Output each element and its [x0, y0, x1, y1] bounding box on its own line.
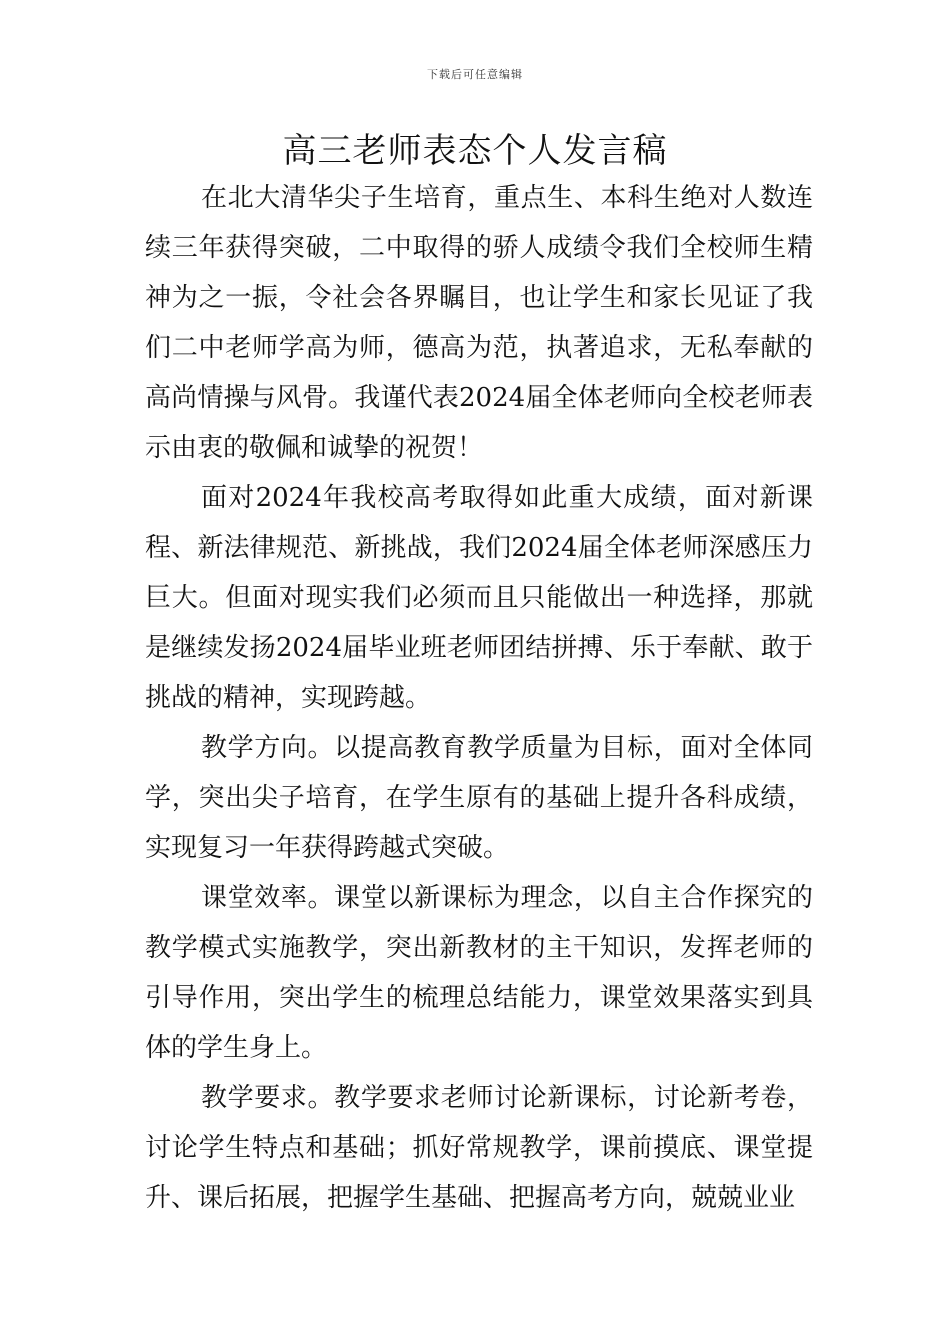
document-body — [145, 173, 813, 1223]
paragraph-classroom-efficiency: 课堂效率。课堂以新课标为理念，以自主合作探究的教学模式实施教学，突出新教材的主干知识，发挥老师的引导作用，突出学生的梳理总结能力，课堂效果落实到具体的学生身上。 — [145, 883, 813, 1063]
paragraph-teaching-requirements: 教学要求。教学要求老师讨论新课标，讨论新考卷，讨论学生特点和基础；抓好常规教学，课前摸底、课堂提升、课后拓展，把握学生基础、把握高考方向，兢兢业业 — [145, 1083, 813, 1213]
paragraph-teaching-direction: 教学方向。以提高教育教学质量为目标，面对全体同学，突出尖子培育，在学生原有的基础上提升各科成绩，实现复习一年获得跨越式突破。 — [145, 733, 813, 863]
paragraph-intro: 在北大清华尖子生培育，重点生、本科生绝对人数连续三年获得突破，二中取得的骄人成绩令我们全校师生精神为之一振，令社会各界瞩目，也让学生和家长见证了我们二中老师学高为师，德高为范，执著追求，无私奉献的高尚情操与风骨。我谨代表2024届全体老师向全校老师表示由衷的敬佩和诚挚的祝贺！ — [145, 183, 813, 463]
document-title: 高三老师表态个人发言稿 — [282, 131, 668, 171]
paragraph-challenge: 面对2024年我校高考取得如此重大成绩，面对新课程、新法律规范、新挑战，我们2024届全体老师深感压力巨大。但面对现实我们必须而且只能做出一种选择，那就是继续发扬2024届毕业班老师团结拼搏、乐于奉献、敢于挑战的精神，实现跨越。 — [145, 483, 813, 713]
download-note: 下载后可任意编辑 — [427, 68, 523, 81]
